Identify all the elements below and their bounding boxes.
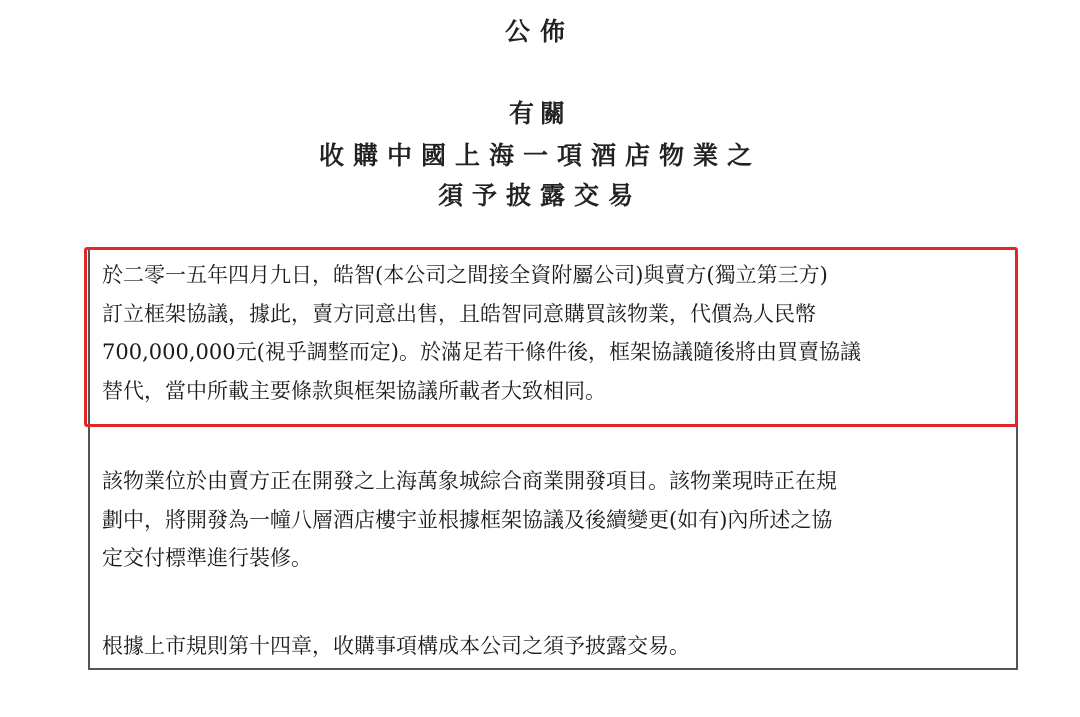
paragraph-line: 於二零一五年四月九日，皓智(本公司之間接全資附屬公司)與賣方(獨立第三方) — [102, 263, 828, 287]
paragraph-line: 700,000,000元(視乎調整而定)。於滿足若干條件後，框架協議隨後將由買賣協議 — [102, 340, 861, 364]
paragraph-listing-rules — [102, 627, 1002, 666]
announcement-subtitle-3: 須予披露交易 — [437, 181, 642, 210]
announcement-subtitle-2: 收購中國上海一項酒店物業之 — [318, 141, 761, 170]
paragraph-line: 該物業位於由賣方正在開發之上海萬象城綜合商業開發項目。該物業現時正在規 — [102, 469, 837, 493]
paragraph-property — [102, 462, 1002, 578]
announcement-title: 公佈 — [504, 17, 575, 46]
paragraph-line: 定交付標準進行裝修。 — [102, 546, 312, 570]
paragraph-line: 訂立框架協議，據此，賣方同意出售，且皓智同意購買該物業，代價為人民幣 — [102, 301, 816, 326]
paragraph-line: 根據上市規則第十四章，收購事項構成本公司之須予披露交易。 — [102, 634, 690, 658]
announcement-subtitle-1: 有關 — [508, 99, 571, 128]
paragraph-line: 劃中，將開發為一幢八層酒店樓宇並根據框架協議及後續變更(如有)內所述之協 — [102, 507, 833, 532]
paragraph-agreement — [102, 256, 1002, 410]
paragraph-line: 替代，當中所載主要條款與框架協議所載者大致相同。 — [102, 378, 606, 403]
